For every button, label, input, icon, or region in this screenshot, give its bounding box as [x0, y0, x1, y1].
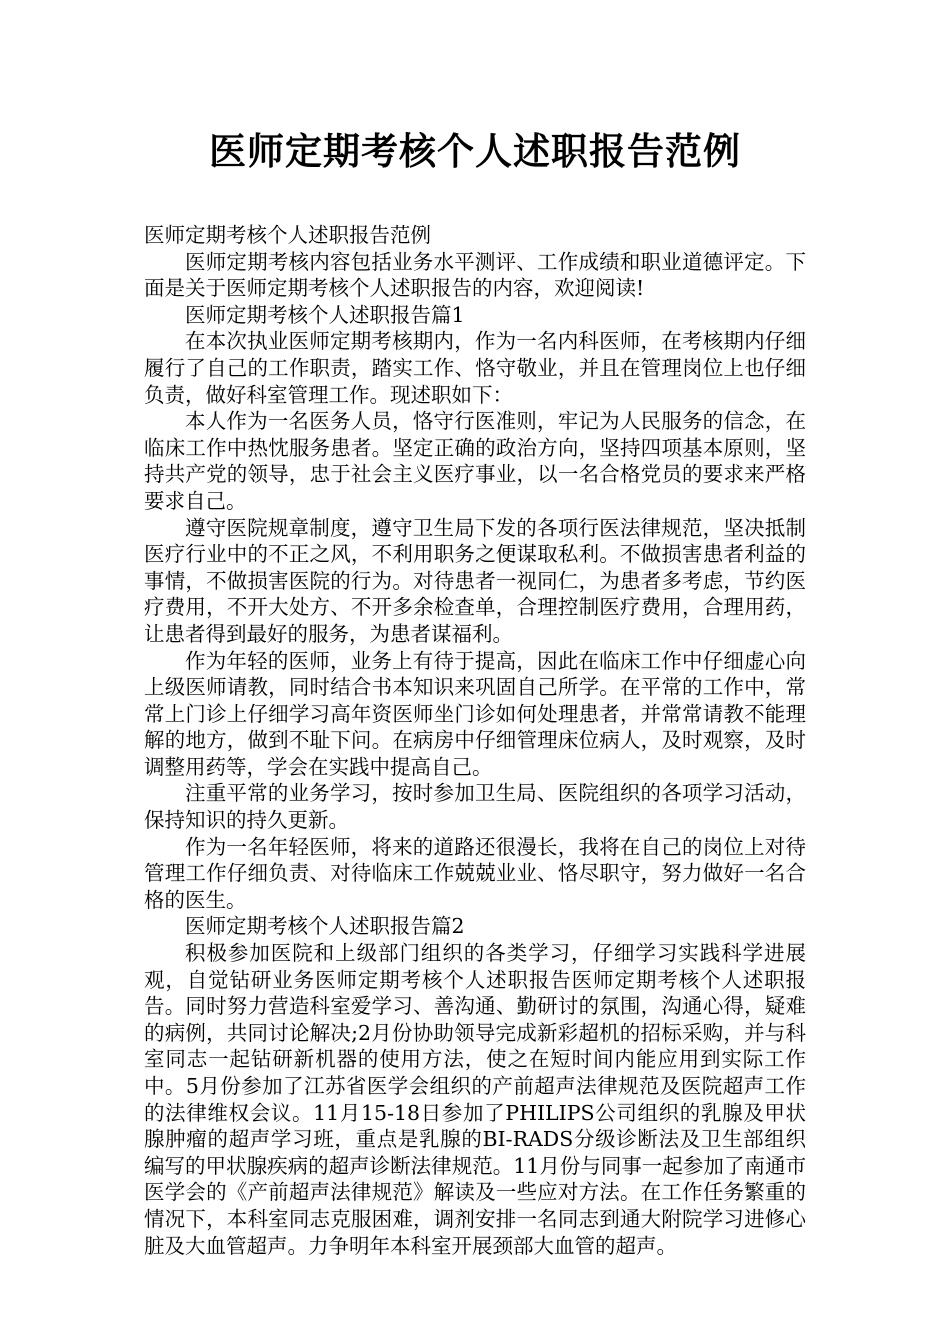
paragraph: 本人作为一名医务人员，恪守行医准则，牢记为人民服务的信念，在临床工作中热忱服务患者。坚定正确的政治方向，坚持四项基本原则，坚持共产党的领导，忠于社会主义医疗事业，以一名合格党员的要求来严格要求自己。	[144, 409, 806, 513]
paragraph: 注重平常的业务学习，按时参加卫生局、医院组织的各项学习活动，保持知识的持久更新。	[144, 781, 806, 833]
paragraph: 遵守医院规章制度，遵守卫生局下发的各项行医法律规范，坚决抵制医疗行业中的不正之风，不利用职务之便谋取私利。不做损害患者利益的事情，不做损害医院的行为。对待患者一视同仁，为患者多考虑，节约医疗费用，不开大处方、不开多余检查单，合理控制医疗费用，合理用药，让患者得到最好的服务，为患者谋福利。	[144, 515, 806, 646]
paragraph: 积极参加医院和上级部门组织的各类学习，仔细学习实践科学进展观，自觉钻研业务医师定期考核个人述职报告医师定期考核个人述职报告。同时努力营造科室爱学习、善沟通、勤研讨的氛围，沟通心得，疑难的病例，共同讨论解决;2月份协助领导完成新彩超机的招标采购，并与科室同志一起钻研新机器的使用方法，使之在短时间内能应用到实际工作中。5月份参加了江苏省医学会组织的产前超声法律规范及医院超声工作的法律维权会议。11月15-18日参加了PHILIPS公司组织的乳腺及甲状腺肿瘤的超声学习班，重点是乳腺的BI-RADS分级诊断法及卫生部组织编写的甲状腺疾病的超声诊断法律规范。11月份与同事一起参加了南通市医学会的《产前超声法律规范》解读及一些应对方法。在工作任务繁重的情况下，本科室同志克服困难，调剂安排一名同志到通大附院学习进修心脏及大血管超声。力争明年本科室开展颈部大血管的超声。	[144, 941, 806, 1258]
intro-paragraph: 医师定期考核内容包括业务水平测评、工作成绩和职业道德评定。下面是关于医师定期考核个人述职报告的内容，欢迎阅读!	[144, 249, 806, 301]
paragraph: 在本次执业医师定期考核期内，作为一名内科医师，在考核期内仔细履行了自己的工作职责，踏实工作、恪守敬业，并且在管理岗位上也仔细负责，做好科室管理工作。现述职如下：	[144, 329, 806, 407]
paragraph: 作为年轻的医师，业务上有待于提高，因此在临床工作中仔细虚心向上级医师请教，同时结合书本知识来巩固自己所学。在平常的工作中，常常上门诊上仔细学习高年资医师坐门诊如何处理患者，并常常请教不能理解的地方，做到不耻下问。在病房中仔细管理床位病人，及时观察，及时调整用药等，学会在实践中提高自己。	[144, 648, 806, 779]
section-heading-1: 医师定期考核个人述职报告篇1	[185, 302, 465, 327]
document-body	[144, 222, 806, 1259]
paragraph: 作为一名年轻医师，将来的道路还很漫长，我将在自己的岗位上对待管理工作仔细负责、对待临床工作兢兢业业、恪尽职守，努力做好一名合格的医生。	[144, 834, 806, 912]
document-subtitle-line: 医师定期考核个人述职报告范例	[144, 223, 431, 247]
document-title: 医师定期考核个人述职报告范例	[209, 130, 741, 173]
section-heading-2: 医师定期考核个人述职报告篇2	[185, 914, 465, 939]
